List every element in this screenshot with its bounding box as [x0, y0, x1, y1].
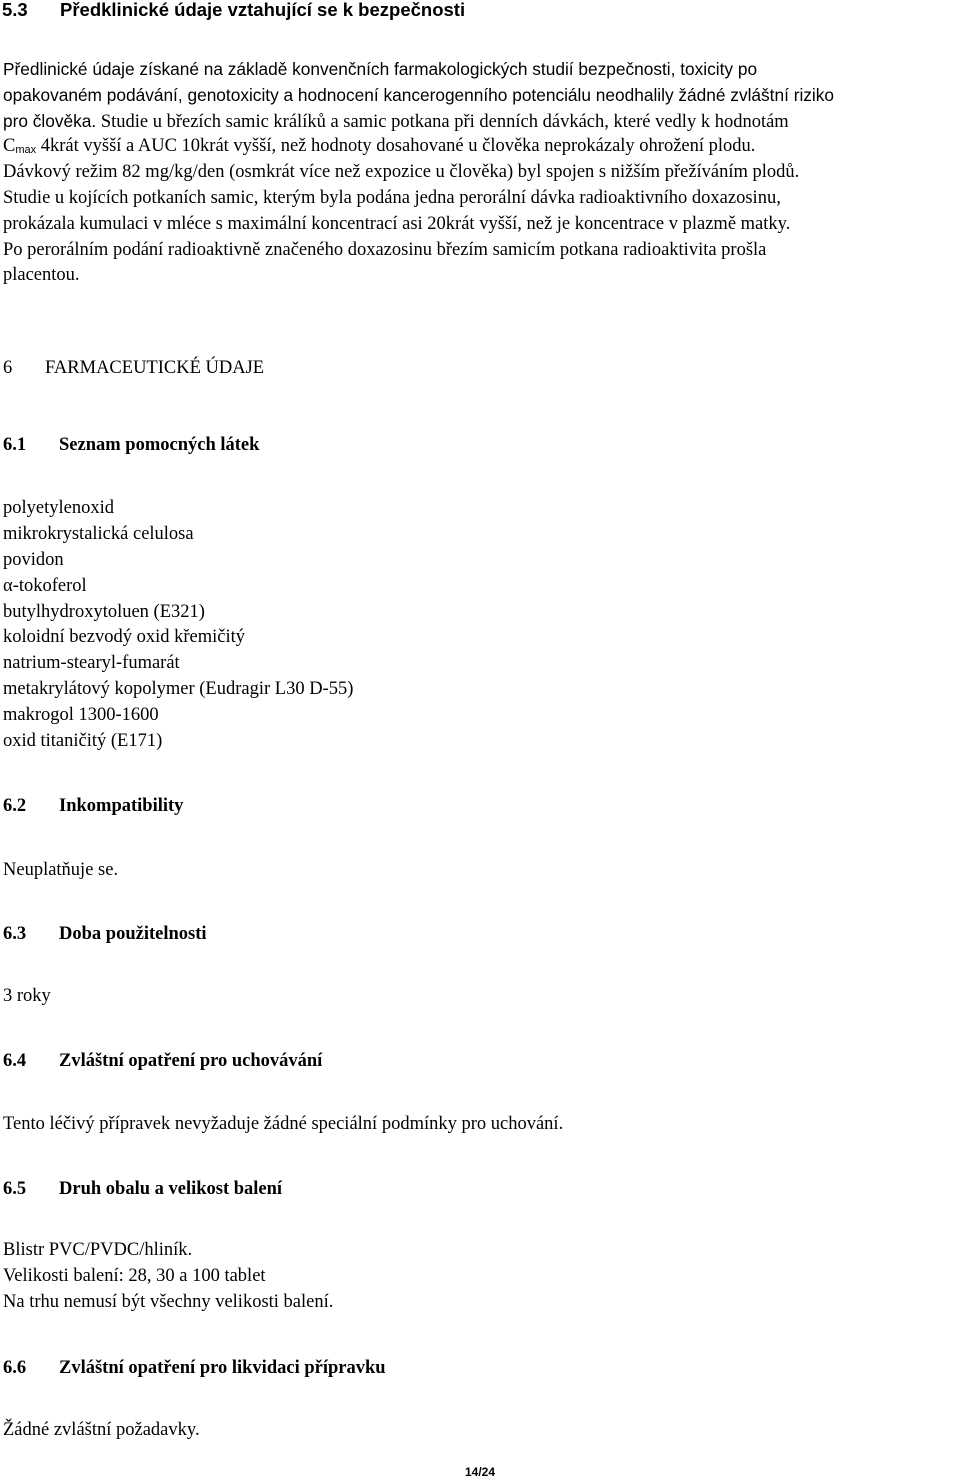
- list-item: koloidní bezvodý oxid křemičitý: [3, 627, 245, 648]
- list-item: makrogol 1300-1600: [3, 705, 159, 726]
- list-item: povidon: [3, 549, 64, 570]
- section-number: 6.3: [3, 924, 27, 944]
- body-text: pro člověka.: [3, 110, 97, 131]
- section-6-1-heading: [3, 432, 259, 458]
- section-6-heading: [3, 355, 264, 381]
- page-number: 14/24: [464, 1465, 496, 1479]
- excipient-list: [3, 496, 353, 755]
- section-number: 6.5: [3, 1179, 27, 1199]
- body-line: Na trhu nemusí být všechny velikosti balení.: [3, 1291, 334, 1312]
- section-5-3-body: [3, 57, 958, 289]
- body-text: 4krát vyšší a AUC 10krát vyšší, než hodnoty dosahované u člověka neprokázaly ohrožení plodu.: [36, 136, 756, 157]
- section-6-6-heading: [3, 1355, 386, 1381]
- section-number: 6.6: [3, 1358, 27, 1378]
- section-6-4-heading: [3, 1048, 322, 1074]
- section-5-3-heading: [2, 0, 465, 23]
- section-number: 6.2: [3, 796, 27, 816]
- section-6-3-text: [3, 984, 51, 1010]
- body-line: prokázala kumulaci v mléce s maximální koncentrací asi 20krát vyšší, než je koncentrace v plazmě matky.: [3, 213, 791, 234]
- list-item: polyetylenoxid: [3, 498, 114, 518]
- section-title: Předklinické údaje vztahující se k bezpečnosti: [60, 0, 466, 20]
- list-item: α-tokoferol: [3, 575, 87, 596]
- section-6-4-text: [3, 1112, 563, 1138]
- body-line: Velikosti balení: 28, 30 a 100 tablet: [3, 1265, 266, 1286]
- list-item: butylhydroxytoluen (E321): [3, 601, 205, 622]
- section-number: 5.3: [2, 0, 28, 20]
- list-item: metakrylátový kopolymer (Eudragir L30 D-55): [3, 679, 354, 700]
- cmax-subscript: max: [15, 144, 37, 157]
- body-line: 3 roky: [3, 986, 51, 1006]
- list-item: oxid titaničitý (E171): [3, 731, 163, 752]
- cmax-symbol: C: [3, 136, 16, 157]
- list-item: mikrokrystalická celulosa: [3, 523, 194, 544]
- body-line: Tento léčivý přípravek nevyžaduje žádné speciální podmínky pro uchování.: [3, 1114, 564, 1134]
- body-line: opakovaném podávání, genotoxicity a hodnocení kancerogenního potenciálu neodhalily žádné zvláštní riziko: [3, 84, 835, 105]
- body-line: Blistr PVC/PVDC/hliník.: [3, 1240, 193, 1260]
- section-6-2-heading: [3, 793, 183, 819]
- section-title: FARMACEUTICKÉ ÚDAJE: [45, 358, 265, 378]
- section-number: 6.4: [3, 1051, 27, 1071]
- body-line: placentou.: [3, 265, 80, 286]
- section-6-5-heading: [3, 1176, 282, 1202]
- body-line: Neuplatňuje se.: [3, 860, 119, 880]
- section-6-6-text: [3, 1418, 200, 1444]
- section-title: Seznam pomocných látek: [59, 435, 260, 455]
- section-title: Inkompatibility: [59, 796, 184, 816]
- body-line: [3, 134, 958, 160]
- body-line: Žádné zvláštní požadavky.: [3, 1420, 200, 1440]
- section-title: Druh obalu a velikost balení: [59, 1179, 283, 1199]
- body-line: Studie u kojících potkaních samic, kterým byla podána jedna perorální dávka radioaktivního doxazosinu,: [3, 187, 781, 208]
- section-number: 6: [3, 358, 13, 378]
- body-line: [3, 109, 958, 135]
- section-title: Zvláštní opatření pro likvidaci přípravku: [59, 1358, 386, 1378]
- section-6-3-heading: [3, 921, 207, 947]
- body-line: Předlinické údaje získané na základě konvenčních farmakologických studií bezpečnosti, toxicity po: [3, 59, 758, 79]
- section-6-2-text: [3, 858, 118, 884]
- section-number: 6.1: [3, 435, 27, 455]
- section-title: Zvláštní opatření pro uchovávání: [59, 1051, 323, 1071]
- section-6-5-text: [3, 1238, 333, 1316]
- body-text: Studie u březích samic králíků a samic potkana při denních dávkách, které vedly k hodnotám: [96, 111, 789, 132]
- body-line: Dávkový režim 82 mg/kg/den (osmkrát více než expozice u člověka) byl spojen s nižším přežíváním plodů.: [3, 162, 800, 183]
- section-title: Doba použitelnosti: [59, 924, 207, 944]
- list-item: natrium-stearyl-fumarát: [3, 653, 180, 674]
- body-line: Po perorálním podání radioaktivně značeného doxazosinu březím samicím potkana radioaktivita prošla: [3, 239, 767, 260]
